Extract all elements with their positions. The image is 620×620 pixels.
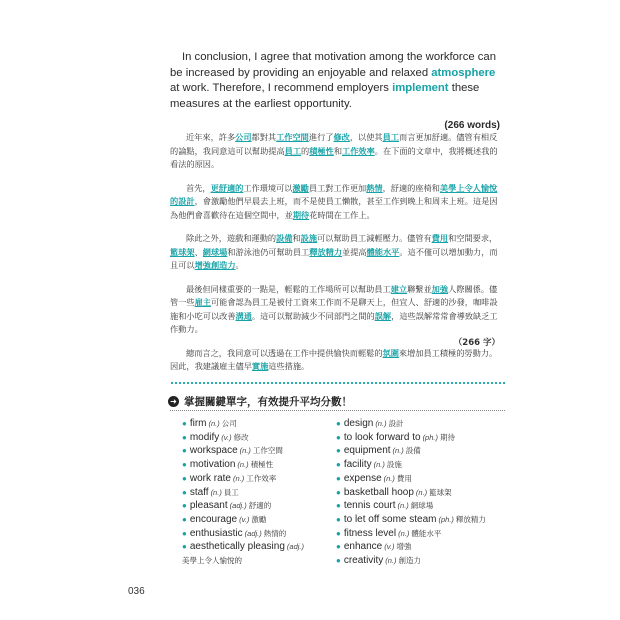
vocab-word: tennis court: [343, 500, 396, 512]
vocab-meaning: 增強: [396, 542, 412, 552]
divider-dot: [235, 382, 237, 384]
divider-dot: [467, 382, 469, 384]
vocab-pos: (adj.): [286, 542, 304, 552]
vocab-section-title: 掌握關鍵單字，有效提升平均分數！: [184, 396, 352, 408]
vocab-section-header: [168, 394, 352, 409]
keyword: 工作空間: [276, 132, 309, 142]
vocab-pos: (n.): [210, 487, 222, 497]
chinese-text: 可以幫助員工減輕壓力。儘管有: [317, 233, 432, 243]
chinese-text: 和: [333, 145, 343, 156]
divider-dot: [243, 382, 245, 384]
vocab-list-left: [182, 417, 342, 568]
vocab-pos: (adj.): [229, 501, 247, 511]
vocab-item: [182, 540, 342, 567]
divider-dot: [499, 382, 501, 384]
chinese-text: 的: [301, 145, 310, 156]
divider-dot: [395, 382, 397, 384]
divider-dot: [339, 382, 341, 384]
keyword: 誤解: [374, 310, 392, 321]
bullet-icon: ●: [336, 528, 341, 538]
chinese-text: 。在下面的文章中，我將概述我的看法的原因。: [170, 145, 498, 169]
divider-dot: [255, 382, 257, 384]
dotted-divider: [170, 380, 505, 386]
vocab-item: [182, 458, 342, 472]
vocab-pos: (n.): [208, 419, 220, 428]
vocab-word: expense: [343, 472, 382, 484]
keyword: 公司: [235, 132, 252, 142]
highlight-implement: implement: [392, 82, 449, 95]
vocab-word: to look forward to: [343, 431, 421, 443]
divider-dot: [363, 382, 365, 384]
vocab-item: [336, 499, 496, 513]
chinese-text: 和: [292, 233, 301, 243]
chinese-paragraph-3: [170, 232, 502, 273]
vocab-word: design: [343, 418, 374, 429]
vocab-item: [336, 458, 496, 472]
chinese-text: 最後但同樣重要的一點是，輕鬆的工作場所可以幫助員工: [186, 283, 391, 294]
keyword: 溝通: [235, 310, 252, 321]
bullet-icon: ●: [182, 419, 187, 428]
chinese-text: 工作環境可以: [243, 182, 293, 193]
bullet-icon: ●: [182, 514, 187, 524]
vocab-word: pleasant: [189, 500, 228, 512]
chinese-text: 。這可以幫助減少不同部門之間的: [251, 310, 375, 321]
chinese-text: 近年來，許多: [186, 132, 236, 142]
vocab-item: [182, 486, 342, 500]
divider-dot: [263, 382, 265, 384]
divider-dot: [171, 382, 173, 384]
chinese-text: 可能會認為員工是被付工資來工作而不是聊天上，但宜人、舒適的沙發，咖啡設施和小吃可以改善: [170, 297, 498, 321]
divider-dot: [403, 382, 405, 384]
vocab-pos: (n.): [385, 556, 397, 566]
divider-dot: [351, 382, 353, 384]
keyword: 期待: [292, 209, 310, 220]
page-number: 036: [128, 586, 145, 597]
divider-dot: [219, 382, 221, 384]
divider-dot: [287, 382, 289, 384]
chinese-text: 。: [235, 260, 244, 270]
divider-dot: [375, 382, 377, 384]
divider-dot: [407, 382, 409, 384]
divider-dot: [383, 382, 385, 384]
bullet-icon: ●: [336, 419, 341, 428]
vocab-meaning: 公司: [221, 419, 237, 428]
vocab-word: work rate: [189, 472, 231, 484]
divider-dot: [307, 382, 309, 384]
vocab-meaning: 網球場: [410, 501, 434, 511]
bullet-icon: ●: [336, 556, 341, 566]
chinese-paragraph-4: [170, 283, 502, 337]
divider-dot: [299, 382, 301, 384]
vocab-item: [182, 444, 342, 458]
vocab-pos: (n.): [392, 446, 404, 456]
vocab-list-right: [336, 417, 496, 568]
vocab-word: workspace: [189, 445, 238, 457]
vocab-word: aesthetically pleasing: [189, 541, 285, 553]
vocab-meaning: 設備: [405, 446, 421, 456]
bullet-icon: ●: [336, 514, 341, 524]
divider-dot: [203, 382, 205, 384]
vocab-item: [336, 513, 496, 527]
keyword: 修改: [333, 132, 350, 142]
vocab-pos: (n.): [383, 473, 395, 483]
chinese-paragraph-2: [170, 182, 502, 223]
vocab-item: [336, 554, 496, 568]
bullet-icon: ●: [336, 473, 341, 483]
bullet-icon: ●: [336, 432, 341, 442]
bullet-icon: ●: [182, 501, 187, 511]
keyword: 設備: [276, 233, 293, 243]
vocab-item: [182, 513, 342, 527]
vocab-pos: (v.): [384, 542, 395, 552]
vocab-pos: (n.): [375, 419, 387, 428]
divider-dot: [179, 382, 181, 384]
divider-dot: [267, 382, 269, 384]
chinese-text: ，會激勵他們早晨去上班，而不是使員工懶散，甚至工作到晚上和周末上班。這是因為他們會喜歡待在這個空間中，並: [170, 196, 498, 220]
vocab-item: [336, 444, 496, 458]
chinese-text: 這些措施。: [268, 361, 310, 371]
divider-dot: [279, 382, 281, 384]
divider-dot: [187, 382, 189, 384]
vocab-meaning: 舒適的: [248, 501, 272, 511]
bullet-icon: ●: [182, 473, 187, 483]
keyword: 員工: [382, 132, 399, 142]
keyword: 設施: [300, 233, 318, 243]
vocab-pos: (v.): [221, 432, 232, 442]
vocab-item: [336, 472, 496, 486]
chinese-text: 而言更加舒適。儘管有相反的論點，我同意這可以幫助提高: [170, 132, 498, 156]
chinese-text: ，以使其: [349, 132, 383, 142]
vocab-word: fitness level: [343, 527, 397, 539]
divider-dot: [335, 382, 337, 384]
divider-dot: [427, 382, 429, 384]
vocab-meaning: 創造力: [398, 556, 422, 566]
divider-dot: [231, 382, 233, 384]
divider-dot: [423, 382, 425, 384]
vocab-item: [182, 472, 342, 486]
chinese-text: ，這些誤解常常會導致缺乏工作動力。: [170, 310, 498, 334]
vocab-meaning: 熱情的: [263, 528, 287, 538]
divider-dot: [215, 382, 217, 384]
divider-dot: [391, 382, 393, 384]
divider-dot: [291, 382, 293, 384]
divider-dot: [379, 382, 381, 384]
divider-dot: [443, 382, 445, 384]
keyword: 費用: [431, 233, 449, 243]
vocab-word: staff: [189, 486, 209, 498]
vocab-word: encourage: [189, 513, 238, 525]
vocab-word: basketball hoop: [343, 486, 414, 498]
vocab-meaning: 美學上令人愉悅的: [182, 556, 242, 566]
english-text-1: In conclusion, I agree that motivation among the workforce can be increased by providing an enjoyable and relaxed: [170, 51, 496, 79]
vocab-meaning: 體能水平: [411, 528, 442, 538]
divider-dot: [247, 382, 249, 384]
vocab-separator: [170, 410, 505, 411]
vocab-item: [182, 431, 342, 445]
vocab-word: enhance: [343, 541, 383, 553]
divider-dot: [479, 382, 481, 384]
vocab-pos: (n.): [232, 473, 245, 483]
divider-dot: [399, 382, 401, 384]
bullet-icon: ●: [182, 460, 187, 470]
vocab-pos: (adj.): [244, 528, 262, 538]
divider-dot: [419, 382, 421, 384]
divider-dot: [495, 382, 497, 384]
keyword: 網球場: [202, 246, 228, 257]
divider-dot: [283, 382, 285, 384]
keyword: 體能水平: [366, 246, 400, 257]
divider-dot: [451, 382, 453, 384]
divider-dot: [207, 382, 209, 384]
bullet-icon: ●: [182, 528, 187, 538]
divider-dot: [463, 382, 465, 384]
vocab-pos: (n.): [239, 446, 251, 456]
divider-dot: [239, 382, 241, 384]
divider-dot: [459, 382, 461, 384]
bullet-icon: ●: [336, 542, 341, 552]
divider-dot: [439, 382, 441, 384]
vocab-word: firm: [189, 418, 207, 429]
divider-dot: [275, 382, 277, 384]
chinese-text: 聯繫並: [407, 283, 432, 294]
arrow-circle-icon: ➜: [168, 396, 179, 407]
divider-dot: [211, 382, 213, 384]
bullet-icon: ●: [182, 542, 187, 552]
divider-dot: [435, 382, 437, 384]
vocab-item: [336, 527, 496, 541]
chinese-text: ，舒適的座椅和: [382, 182, 440, 193]
vocab-word: creativity: [343, 555, 384, 567]
vocab-item: [182, 499, 342, 513]
vocab-pos: (n.): [397, 501, 409, 511]
keyword: 美學上令人愉悅的設計: [170, 182, 498, 206]
divider-dot: [347, 382, 349, 384]
divider-dot: [251, 382, 253, 384]
divider-dot: [483, 382, 485, 384]
keyword: 積極性: [309, 145, 334, 156]
vocab-pos: (ph.): [438, 514, 454, 524]
chinese-text: 人際關係。儘管一些: [170, 283, 498, 307]
vocab-pos: (ph.): [422, 432, 438, 442]
divider-dot: [319, 382, 321, 384]
keyword: 籃球架: [170, 246, 195, 257]
vocab-meaning: 設計: [388, 419, 404, 428]
chinese-text: 進行了: [308, 132, 334, 142]
keyword: 員工: [284, 145, 302, 156]
chinese-text: 和空間要求，: [448, 233, 498, 243]
divider-dot: [191, 382, 193, 384]
vocab-word: motivation: [189, 459, 236, 471]
divider-dot: [447, 382, 449, 384]
divider-dot: [471, 382, 473, 384]
vocab-word: modify: [189, 431, 220, 443]
keyword: 雇主: [194, 297, 211, 307]
vocab-meaning: 工作空間: [252, 446, 283, 456]
chinese-text: 並提高: [342, 246, 367, 257]
divider-dot: [487, 382, 489, 384]
divider-dot: [371, 382, 373, 384]
divider-dot: [311, 382, 313, 384]
chinese-text: 。這不僅可以增加動力，而且可以: [170, 246, 498, 270]
divider-dot: [195, 382, 197, 384]
vocab-item: [336, 417, 496, 431]
divider-dot: [343, 382, 345, 384]
vocab-word: enthusiastic: [189, 527, 243, 539]
chinese-text: 來增加員工積極的勞動力。因此，我建議雇主儘早: [170, 347, 498, 371]
keyword: 氛圍: [382, 347, 399, 358]
chinese-word-count: （266 字）: [453, 338, 500, 348]
vocab-meaning: 工作效率: [246, 473, 277, 483]
keyword: 熱情: [366, 182, 383, 193]
vocab-word: facility: [343, 459, 372, 471]
vocab-meaning: 激勵: [251, 514, 267, 524]
divider-dot: [503, 382, 505, 384]
divider-dot: [183, 382, 185, 384]
keyword: 激勵: [292, 182, 309, 193]
keyword: 增強創造力: [194, 260, 236, 270]
divider-dot: [227, 382, 229, 384]
chinese-text: 總而言之，我同意可以透過在工作中提供愉快而輕鬆的: [186, 347, 383, 358]
chinese-text: 員工對工作更加: [308, 182, 367, 193]
english-text-2: at work. Therefore, I recommend employers: [170, 82, 393, 95]
bullet-icon: ●: [182, 487, 187, 497]
vocab-meaning: 釋放精力: [455, 514, 486, 524]
vocab-meaning: 員工: [223, 487, 239, 497]
divider-dot: [259, 382, 261, 384]
divider-dot: [331, 382, 333, 384]
vocab-item: [182, 417, 342, 431]
vocab-meaning: 籃球架: [429, 487, 452, 497]
divider-dot: [387, 382, 389, 384]
vocab-item: [336, 540, 496, 554]
divider-dot: [295, 382, 297, 384]
chinese-paragraph-5: [170, 347, 502, 374]
english-text-3: these measures at the earliest opportunity.: [170, 82, 480, 110]
chinese-text: 首先，: [186, 182, 211, 193]
chinese-text: 花時間在工作上。: [309, 209, 375, 220]
bullet-icon: ●: [336, 460, 341, 470]
divider-dot: [359, 382, 361, 384]
vocab-meaning: 設施: [386, 460, 402, 470]
keyword: 加強: [431, 283, 449, 294]
vocab-meaning: 積極性: [250, 460, 274, 470]
vocab-item: [182, 527, 342, 541]
divider-dot: [303, 382, 305, 384]
divider-dot: [415, 382, 417, 384]
divider-dot: [323, 382, 325, 384]
divider-dot: [431, 382, 433, 384]
vocab-meaning: 期待: [439, 432, 455, 442]
vocab-word: equipment: [343, 445, 391, 457]
bullet-icon: ●: [182, 446, 187, 456]
chinese-text: 都對其: [251, 132, 277, 142]
divider-dot: [411, 382, 413, 384]
divider-dot: [199, 382, 201, 384]
chinese-text: 除此之外，遊戲和運動的: [186, 233, 277, 243]
bullet-icon: ●: [336, 501, 341, 511]
keyword: 工作效率: [342, 145, 375, 156]
vocab-pos: (n.): [237, 460, 249, 470]
divider-dot: [327, 382, 329, 384]
highlight-atmosphere: atmosphere: [431, 66, 496, 79]
divider-dot: [367, 382, 369, 384]
bullet-icon: ●: [336, 446, 341, 456]
vocab-meaning: 修改: [233, 432, 249, 442]
divider-dot: [223, 382, 225, 384]
keyword: 實施: [251, 361, 269, 371]
keyword: 更舒適的: [210, 182, 244, 193]
bullet-icon: ●: [182, 432, 187, 442]
chinese-text: 和游泳池仍可幫助員工: [227, 246, 310, 257]
vocab-pos: (n.): [415, 487, 428, 497]
bullet-icon: ●: [336, 487, 341, 497]
vocab-pos: (v.): [239, 514, 250, 524]
keyword: 釋放精力: [309, 246, 343, 257]
vocab-word: to let off some steam: [343, 513, 437, 525]
divider-dot: [355, 382, 357, 384]
keyword: 建立: [390, 283, 408, 294]
vocab-pos: (n.): [398, 528, 410, 538]
vocab-item: [336, 431, 496, 445]
english-word-count: (266 words): [444, 120, 500, 132]
english-conclusion-paragraph: [170, 50, 500, 134]
vocab-meaning: 費用: [396, 473, 412, 483]
chinese-paragraph-1: [170, 131, 502, 172]
divider-dot: [455, 382, 457, 384]
divider-dot: [175, 382, 177, 384]
divider-dot: [491, 382, 493, 384]
chinese-text: 、: [194, 246, 203, 257]
vocab-item: [336, 486, 496, 500]
divider-dot: [271, 382, 273, 384]
divider-dot: [475, 382, 477, 384]
divider-dot: [315, 382, 317, 384]
vocab-pos: (n.): [373, 460, 385, 470]
